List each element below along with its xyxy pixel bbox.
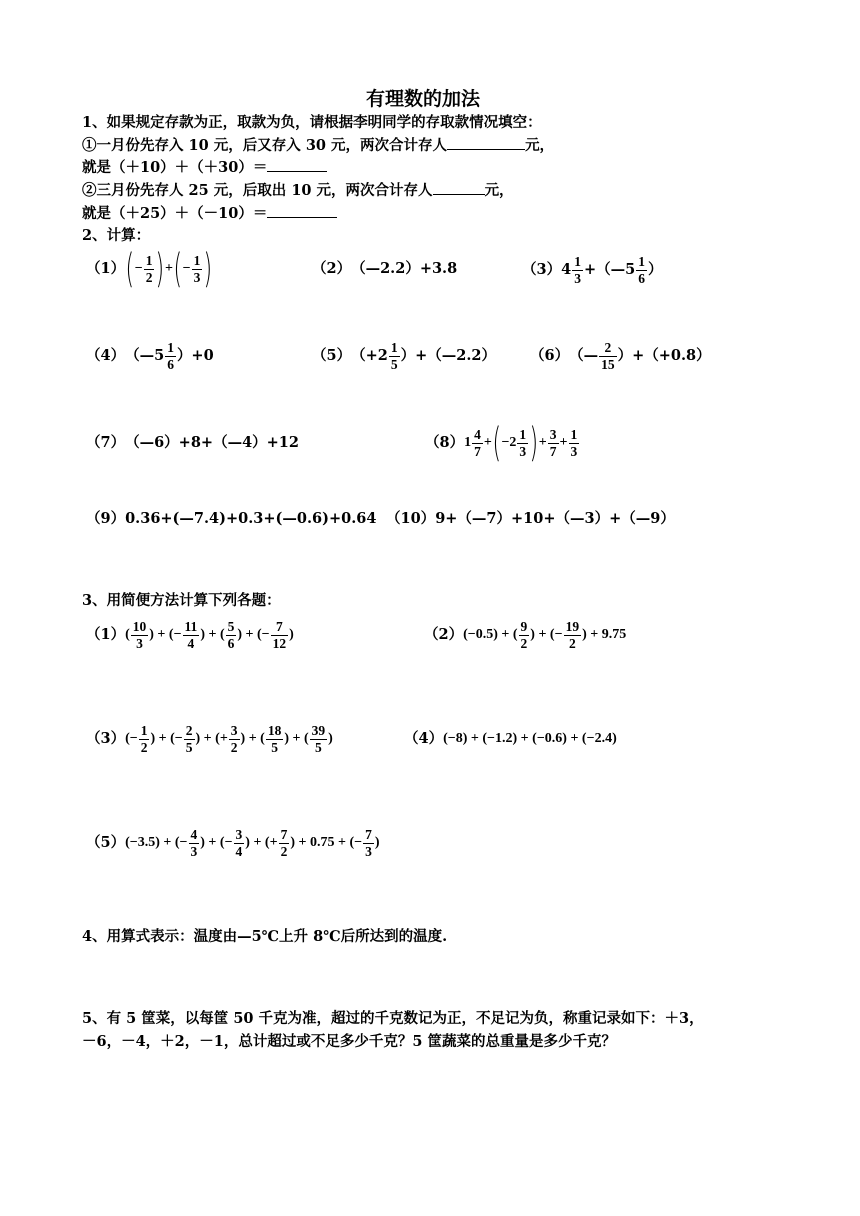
q2-expr-5-end: ）+（—2.2） — [400, 347, 496, 364]
q2-expr-7: （—6）+8+（—4）+12 — [125, 434, 299, 451]
expr-part: ) — [289, 627, 294, 642]
q1-blank-1[interactable] — [447, 134, 525, 150]
left-paren-icon: ( — [173, 246, 183, 292]
q2-expr-3-mid: +（—5 — [583, 261, 636, 278]
plus-sign: + — [165, 261, 174, 276]
fraction: $\frac{3}{2}$ — [230, 722, 238, 755]
q3-item-5 — [86, 822, 380, 864]
q2-label-6: （6） — [530, 347, 570, 364]
expr-part: ) — [374, 835, 380, 850]
q3-label-1: （1） — [86, 626, 126, 643]
fraction: $\frac{3}{4}$ — [235, 826, 243, 859]
q2-item-2 — [312, 258, 457, 280]
q3-expr-4: (−8) + (−1.2) + (−0.6) + (−2.4) — [443, 731, 617, 746]
q2-expr-4-end: ）+0 — [176, 347, 214, 364]
fraction: $\frac{19}{2}$ — [565, 618, 580, 651]
right-paren-icon: ) — [155, 246, 165, 292]
plus-sign: + — [483, 435, 492, 450]
fraction: $\frac{1}{2}$ — [140, 722, 148, 755]
whole-number: −2 — [501, 435, 517, 450]
whole-number: 4 — [561, 261, 572, 278]
q3-item-3 — [86, 718, 333, 760]
fraction: $\frac{2}{5}$ — [185, 722, 193, 755]
right-paren-icon: ) — [203, 246, 213, 292]
q2-expr-9: 0.36+(—7.4)+0.3+(—0.6)+0.64 — [125, 510, 377, 527]
q4-text: 4、用算式表示：温度由—5℃上升 8℃后所达到的温度. — [82, 928, 448, 945]
q1-blank-2[interactable] — [267, 156, 327, 172]
q1-line1 — [82, 134, 554, 157]
q2-item-8 — [425, 420, 580, 466]
fraction: $\frac{1}{3}$ — [570, 426, 578, 459]
whole-number: 1 — [464, 435, 472, 450]
q2-expr-6-end: ）+（+0.8） — [617, 347, 711, 364]
q2-label-1: （1） — [86, 260, 126, 277]
q2-label-4: （4） — [86, 347, 126, 364]
q2-label-10: （10） — [386, 510, 436, 527]
q2-item-1 — [86, 248, 213, 290]
fraction: $\frac{1}{6}$ — [167, 339, 174, 372]
q3-item-1 — [86, 614, 294, 656]
q3-item-2 — [424, 614, 626, 656]
fraction: $\frac{9}{2}$ — [520, 618, 528, 651]
expr-part: ) + (− — [530, 627, 563, 642]
expr-part: (−0.5) + ( — [463, 627, 518, 642]
left-paren-icon: ( — [492, 420, 501, 466]
q1-blank-3[interactable] — [433, 179, 485, 195]
fraction: $\frac{2}{15}$ — [601, 339, 615, 372]
q3-label-2: （2） — [424, 626, 464, 643]
left-paren-icon: ( — [125, 246, 135, 292]
fraction: $\frac{7}{12}$ — [272, 618, 287, 651]
q3-item-4 — [404, 728, 617, 750]
q5-line2: －6，－4，＋2，－1，总计超过或不足多少千克？5 筐蔬菜的总重量是多少千克？ — [82, 1033, 616, 1050]
q2-item-9 — [86, 508, 376, 530]
q3-heading: 3、用简便方法计算下列各题： — [82, 592, 281, 609]
q2-label-8: （8） — [425, 434, 465, 451]
expr-part: ) + 9.75 — [582, 627, 627, 642]
fraction: $\frac{39}{5}$ — [311, 722, 326, 755]
plus-sign: + — [538, 435, 547, 450]
fraction: $\frac{7}{3}$ — [365, 826, 372, 859]
fraction: $\frac{18}{5}$ — [267, 722, 282, 755]
q2-heading: 2、计算： — [82, 227, 151, 244]
minus-sign: − — [182, 261, 191, 276]
q1-line3-unit: 元， — [484, 182, 514, 199]
fraction: $\frac{1}{6}$ — [638, 253, 645, 286]
expr-part: ) — [328, 731, 333, 746]
expr-part: ) + (+ — [245, 835, 278, 850]
expr-part: ) + ( — [200, 627, 225, 642]
expr-part: ) + 0.75 + (− — [290, 835, 363, 850]
fraction: $\frac{5}{6}$ — [227, 618, 235, 651]
expr-part: ) + (− — [200, 835, 233, 850]
fraction: $\frac{1}{3}$ — [519, 426, 527, 459]
expr-part: (−3.5) + (− — [125, 835, 188, 850]
q2-label-7: （7） — [86, 434, 126, 451]
q2-expr-10: 9+（—7）+10+（—3）+（—9） — [435, 510, 675, 527]
q2-label-9: （9） — [86, 510, 126, 527]
expr-part: ) + ( — [240, 731, 265, 746]
q1-line1-text: ①一月份先存入 10 元，后又存入 30 元，两次合计存人 — [82, 137, 448, 154]
q3-label-4: （4） — [404, 730, 444, 747]
fraction: $\frac{4}{3}$ — [190, 826, 198, 859]
minus-sign: − — [134, 261, 143, 276]
q2-item-3 — [522, 250, 662, 290]
q2-expr-3-end: ） — [647, 261, 663, 278]
q2-expr-5-start: （+2 — [351, 347, 388, 364]
right-paren-icon: ) — [529, 420, 539, 466]
q2-item-5 — [312, 336, 496, 376]
fraction: $\frac{3}{7}$ — [549, 426, 557, 459]
q1-line3-text: ②三月份先存人 25 元，后取出 10 元，两次合计存人 — [82, 182, 433, 199]
q3-label-3: （3） — [86, 730, 126, 747]
q2-item-4 — [86, 336, 214, 376]
q1-line3 — [82, 179, 514, 202]
q2-item-6 — [530, 336, 711, 376]
q2-expr-6-start: （— — [569, 347, 599, 364]
fraction: $\frac{4}{7}$ — [474, 426, 481, 459]
fraction: $\frac{1}{5}$ — [390, 339, 398, 372]
expr-part: ) + (+ — [195, 731, 228, 746]
q3-label-5: （5） — [86, 834, 126, 851]
q1-line1-unit: 元， — [525, 137, 555, 154]
q2-item-10 — [386, 508, 675, 530]
fraction: $\frac{1}{3}$ — [193, 252, 201, 285]
page-title: 有理数的加法 — [366, 88, 481, 110]
q1-line2 — [82, 156, 327, 179]
q5-line1: 5、有 5 筐菜，以每筐 50 千克为准，超过的千克数记为正，不足记为负，称重记录如下：＋3， — [82, 1010, 704, 1027]
fraction: $\frac{11}{4}$ — [184, 618, 198, 651]
q1-line2-text: 就是（＋10）＋（＋30）＝ — [82, 159, 268, 176]
expr-part: ) + (− — [237, 627, 270, 642]
fraction: $\frac{1}{2}$ — [145, 252, 153, 285]
expr-part: (− — [125, 731, 138, 746]
q2-label-2: （2） — [312, 260, 352, 277]
q1-line4 — [82, 202, 337, 225]
q2-expr-4-start: （—5 — [125, 347, 165, 364]
expr-part: ) + (− — [149, 627, 182, 642]
expr-part: ) + ( — [284, 731, 309, 746]
q1-prompt: 1、如果规定存款为正，取款为负，请根据李明同学的存取款情况填空： — [82, 114, 542, 131]
expr-part: ( — [125, 627, 130, 642]
plus-sign: + — [559, 435, 568, 450]
q2-expr-2: （—2.2）+3.8 — [351, 260, 458, 277]
q2-item-7 — [86, 432, 299, 454]
q2-label-5: （5） — [312, 347, 352, 364]
q1-line4-text: 就是（＋25）＋（－10）＝ — [82, 205, 268, 222]
fraction: $\frac{7}{2}$ — [280, 826, 288, 859]
q1-blank-4[interactable] — [267, 202, 337, 218]
fraction: $\frac{1}{3}$ — [574, 253, 581, 286]
expr-part: ) + (− — [150, 731, 183, 746]
fraction: $\frac{10}{3}$ — [132, 618, 147, 651]
q2-label-3: （3） — [522, 261, 562, 278]
